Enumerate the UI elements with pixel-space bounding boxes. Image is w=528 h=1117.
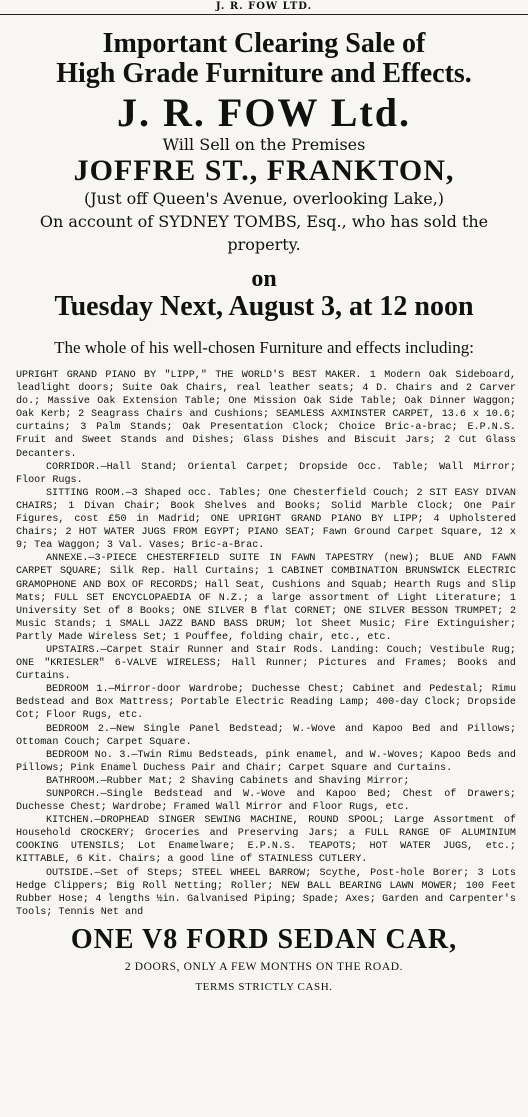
- on-word: on: [251, 266, 277, 292]
- running-title: J. R. FOW LTD.: [215, 1, 313, 12]
- headline-line-2: High Grade Furniture and Effects.: [56, 58, 472, 89]
- intro-line: The whole of his well-chosen Furniture and effects including:: [54, 338, 474, 357]
- items-bathroom: BATHROOM.—Rubber Mat; 2 Shaving Cabinets and Shaving Mirror;: [46, 775, 410, 787]
- items-outside: OUTSIDE.—Set of Steps; STEEL WHEEL BARROW; Scythe, Post-hole Borer; 3 Lots Hedge Clippers; Big Roll Netting; Roller; NEW BALL BEARING LAWN MOWER; 100 Feet Rubber Hose; 4 lengths ½in. Galvanised Piping; Spade; Axes; Garden and Carpenter's Tools; Tennis Net and: [16, 867, 516, 918]
- items-sunporch: SUNPORCH.—Single Bedstead and W.-Wove and Kapoo Bed; Chest of Drawers; Duchesse Chest; Wardrobe; Framed Wall Mirror and Floor Rugs, etc.: [16, 789, 516, 814]
- items-upstairs: UPSTAIRS.—Carpet Stair Runner and Stair Rods. Landing: Couch; Vestibule Rug; ONE "KRIESLER" 6-VALVE WIRELESS; Hall Runner; Pictures and Frames; Books and Curtains.: [16, 644, 516, 683]
- items-kitchen: KITCHEN.—DROPHEAD SINGER SEWING MACHINE, ROUND SPOOL; Large Assortment of Household CROCKERY; Groceries and Preserving Jars; a FULL RANGE OF ALUMINIUM COOKING UTENSILS; Lot Enamelware; E.P.N.S. TEAPOTS; HOT WATER JUGS, etc.; KITTABLE, 6 Kit. Chairs; a good line of STAINLESS CUTLERY.: [16, 815, 516, 866]
- car-headline: ONE V8 FORD SEDAN CAR,: [70, 923, 458, 955]
- will-sell-line: Will Sell on the Premises: [162, 135, 366, 154]
- terms-line: TERMS STRICTLY CASH.: [195, 980, 333, 993]
- item-list: [12, 369, 516, 919]
- items-annexe: ANNEXE.—3-PIECE CHESTERFIELD SUITE IN FAWN TAPESTRY (new); BLUE AND FAWN CARPET SQUARE; Silk Rep. Hall Curtains; 1 CABINET COMBINATION BRUNSWICK ELECTRIC GRAMOPHONE AND BOX OF RECORDS; Hall Seat, Cushions and Squab; Hearth Rugs and Slip Mats; FULL SET ENCYCLOPAEDIA OF N.Z.; a large assortment of Light Literature; 1 University Set of 8 Books; ONE SILVER B flat CORNET; ONE SILVER BESSON TRUMPET; 2 Music Stands; 1 SMALL JAZZ BAND BASS DRUM; lot Sheet Music; Fire Extinguisher; Partly Made Wireless Set; 1 Pouffee, folding chair, etc., etc.: [16, 553, 516, 643]
- items-bedroom-2: BEDROOM 2.—New Single Panel Bedstead; W.-Wove and Kapoo Bed and Pillows; Ottoman Couch; Carpet Square.: [16, 723, 516, 748]
- account-line: On account of SYDNEY TOMBS, Esq., who has sold the property.: [39, 212, 489, 254]
- headline-line-1: Important Clearing Sale of: [102, 28, 426, 59]
- location-note: (Just off Queen's Avenue, overlooking Lake,): [83, 189, 445, 208]
- items-dining: UPRIGHT GRAND PIANO BY "LIPP," THE WORLD'S BEST MAKER. 1 Modern Oak Sideboard, leadlight doors; Suite Oak Chairs, real leather seats; 4 D. Chairs and 2 Carver do.; Massive Oak Extension Table; One Mission Oak Side Table; Oak Dinner Waggon; Oak Kerb; 2 Seagrass Chairs and Cushions; SEAMLESS AXMINSTER CARPET, 13.6 x 10.6; curtains; 3 Palm Stands; Oak Presentation Clock; Choice Bric-a-brac; E.P.N.S. Fruit and Sweet Stands and Dishes; Glass Dishes and Biscuit Jars; 2 Cut Glass Decanters.: [16, 370, 516, 460]
- car-details: 2 DOORS, ONLY A FEW MONTHS ON THE ROAD.: [124, 960, 404, 973]
- items-bedroom-3: BEDROOM No. 3.—Twin Rimu Bedsteads, pink enamel, and W.-Woves; Kapoo Beds and Pillows; Pink Enamel Duchess Pair and Chair; Carpet Square and Curtains.: [16, 749, 516, 774]
- sale-location: JOFFRE ST., FRANKTON,: [73, 154, 455, 187]
- items-corridor: CORRIDOR.—Hall Stand; Oriental Carpet; Dropside Occ. Table; Wall Mirror; Floor Rugs.: [16, 461, 516, 486]
- items-bedroom-1: BEDROOM 1.—Mirror-door Wardrobe; Duchesse Chest; Cabinet and Pedestal; Rimu Bedstead and Box Mattress; Portable Electric Reading Lamp; 400-day Clock; Dropside Cot; Floor Rugs, etc.: [16, 684, 516, 722]
- top-rule: [0, 14, 528, 15]
- company-name: J. R. FOW Ltd.: [117, 90, 411, 135]
- items-sitting-room: SITTING ROOM.—3 Shaped occ. Tables; One Chesterfield Couch; 2 SIT EASY DIVAN CHAIRS; 1 Divan Chair; Book Shelves and Books; Solid Marble Clock; One Pair Figures, cost £50 in Madrid; ONE UPRIGHT GRAND PIANO BY LIPP; 4 Upholstered Chairs; 2 HOT WATER JUGS FROM EGYPT; PIANO SEAT; Fawn Ground Carpet Square, 12 x 9; Tea Waggon; 3 Val. Vases; Bric-a-Brac.: [16, 487, 516, 552]
- sale-date: Tuesday Next, August 3, at 12 noon: [54, 291, 474, 322]
